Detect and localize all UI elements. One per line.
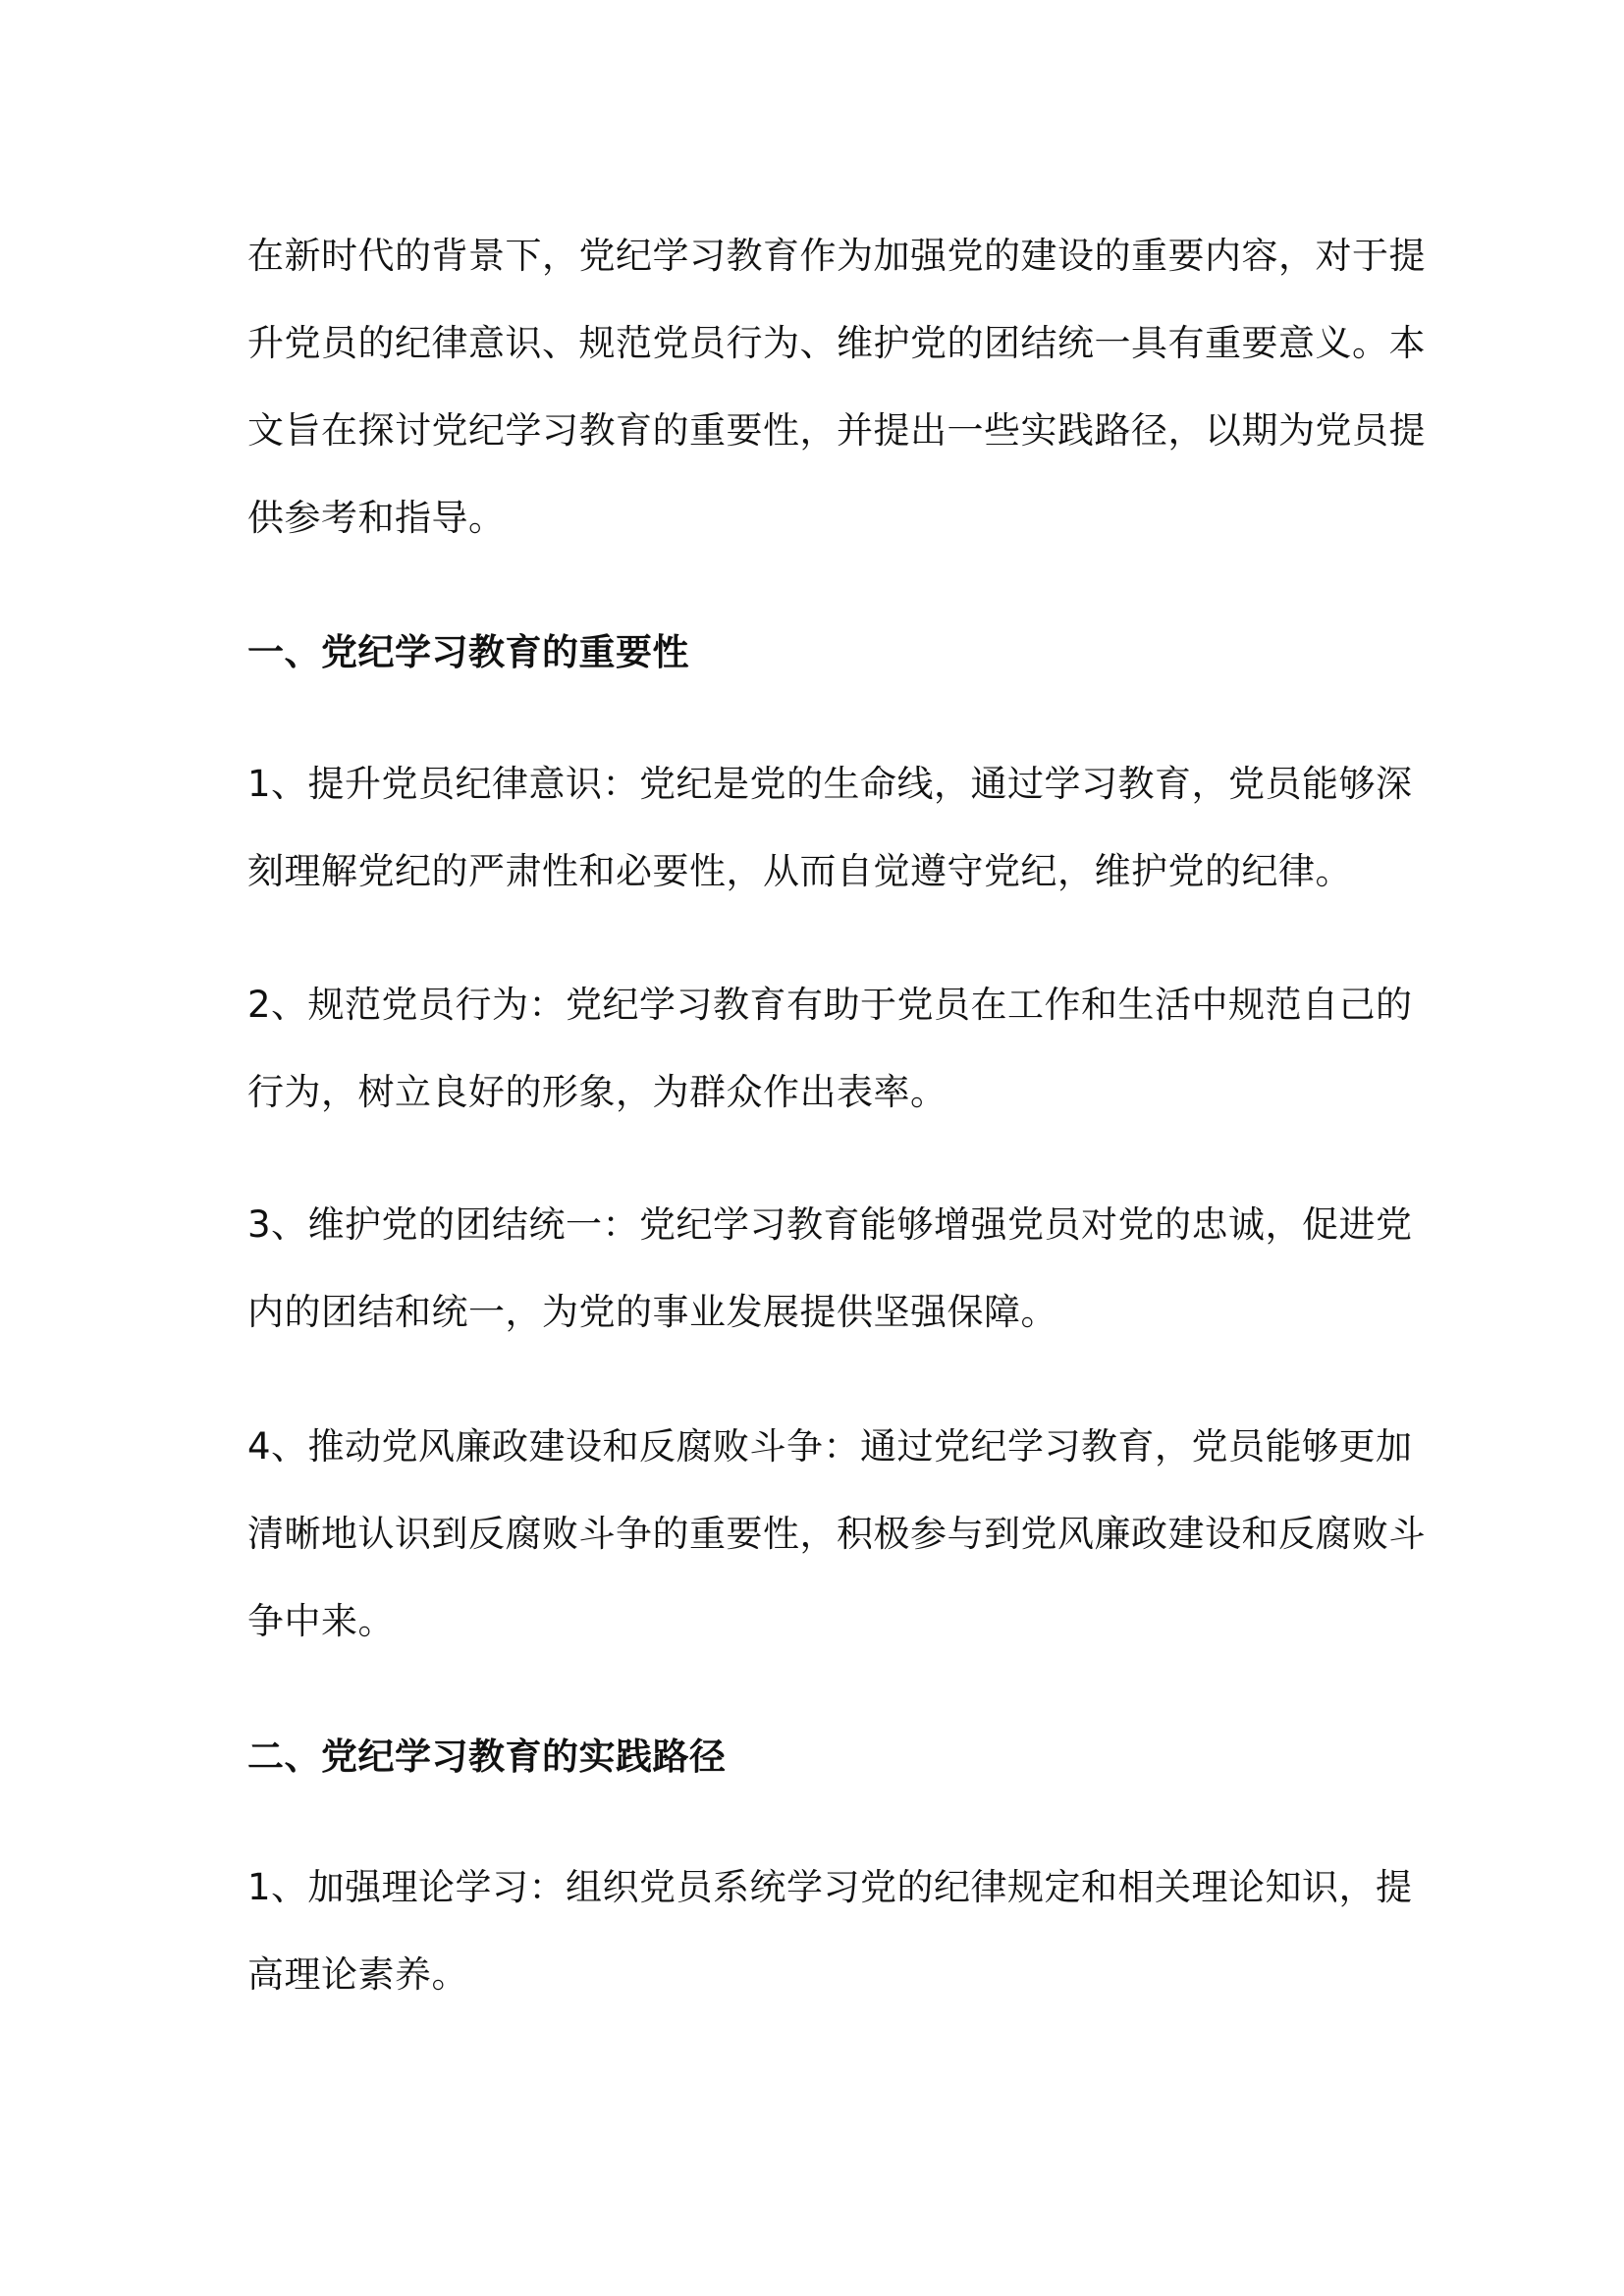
text-line: 升党员的纪律意识、规范党员行为、维护党的团结统一具有重要意义。本	[247, 322, 1426, 364]
section-1-item-1	[247, 740, 1413, 915]
text-line: 4、推动党风廉政建设和反腐败斗争：通过党纪学习教育，党员能够更加	[247, 1425, 1413, 1468]
text-line: 高理论素养。	[247, 1953, 468, 1996]
section-1-heading: 一、党纪学习教育的重要性	[247, 631, 689, 673]
text-line: 行为，树立良好的形象，为群众作出表率。	[247, 1071, 947, 1113]
section-1-item-2	[247, 961, 1413, 1136]
section-2-item-1	[247, 1843, 1413, 2018]
text-line: 3、维护党的团结统一：党纪学习教育能够增强党员对党的忠诚，促进党	[247, 1203, 1413, 1246]
text-line: 内的团结和统一，为党的事业发展提供坚强保障。	[247, 1291, 1057, 1333]
section-1-item-4	[247, 1403, 1426, 1665]
section-1-item-3	[247, 1181, 1413, 1356]
text-line: 2、规范党员行为：党纪学习教育有助于党员在工作和生活中规范自己的	[247, 984, 1413, 1026]
text-line: 在新时代的背景下，党纪学习教育作为加强党的建设的重要内容，对于提	[247, 235, 1426, 277]
section-2-heading: 二、党纪学习教育的实践路径	[247, 1735, 727, 1778]
text-line: 争中来。	[247, 1600, 395, 1642]
text-line: 1、提升党员纪律意识：党纪是党的生命线，通过学习教育，党员能够深	[247, 763, 1413, 805]
text-line: 文旨在探讨党纪学习教育的重要性，并提出一些实践路径，以期为党员提	[247, 409, 1426, 452]
text-line: 1、加强理论学习：组织党员系统学习党的纪律规定和相关理论知识，提	[247, 1866, 1413, 1908]
text-line: 清晰地认识到反腐败斗争的重要性，积极参与到党风廉政建设和反腐败斗	[247, 1513, 1426, 1555]
document-page	[247, 0, 1426, 2296]
text-line: 刻理解党纪的严肃性和必要性，从而自觉遵守党纪，维护党的纪律。	[247, 850, 1352, 892]
intro-paragraph	[247, 212, 1426, 561]
text-line: 供参考和指导。	[247, 497, 506, 539]
